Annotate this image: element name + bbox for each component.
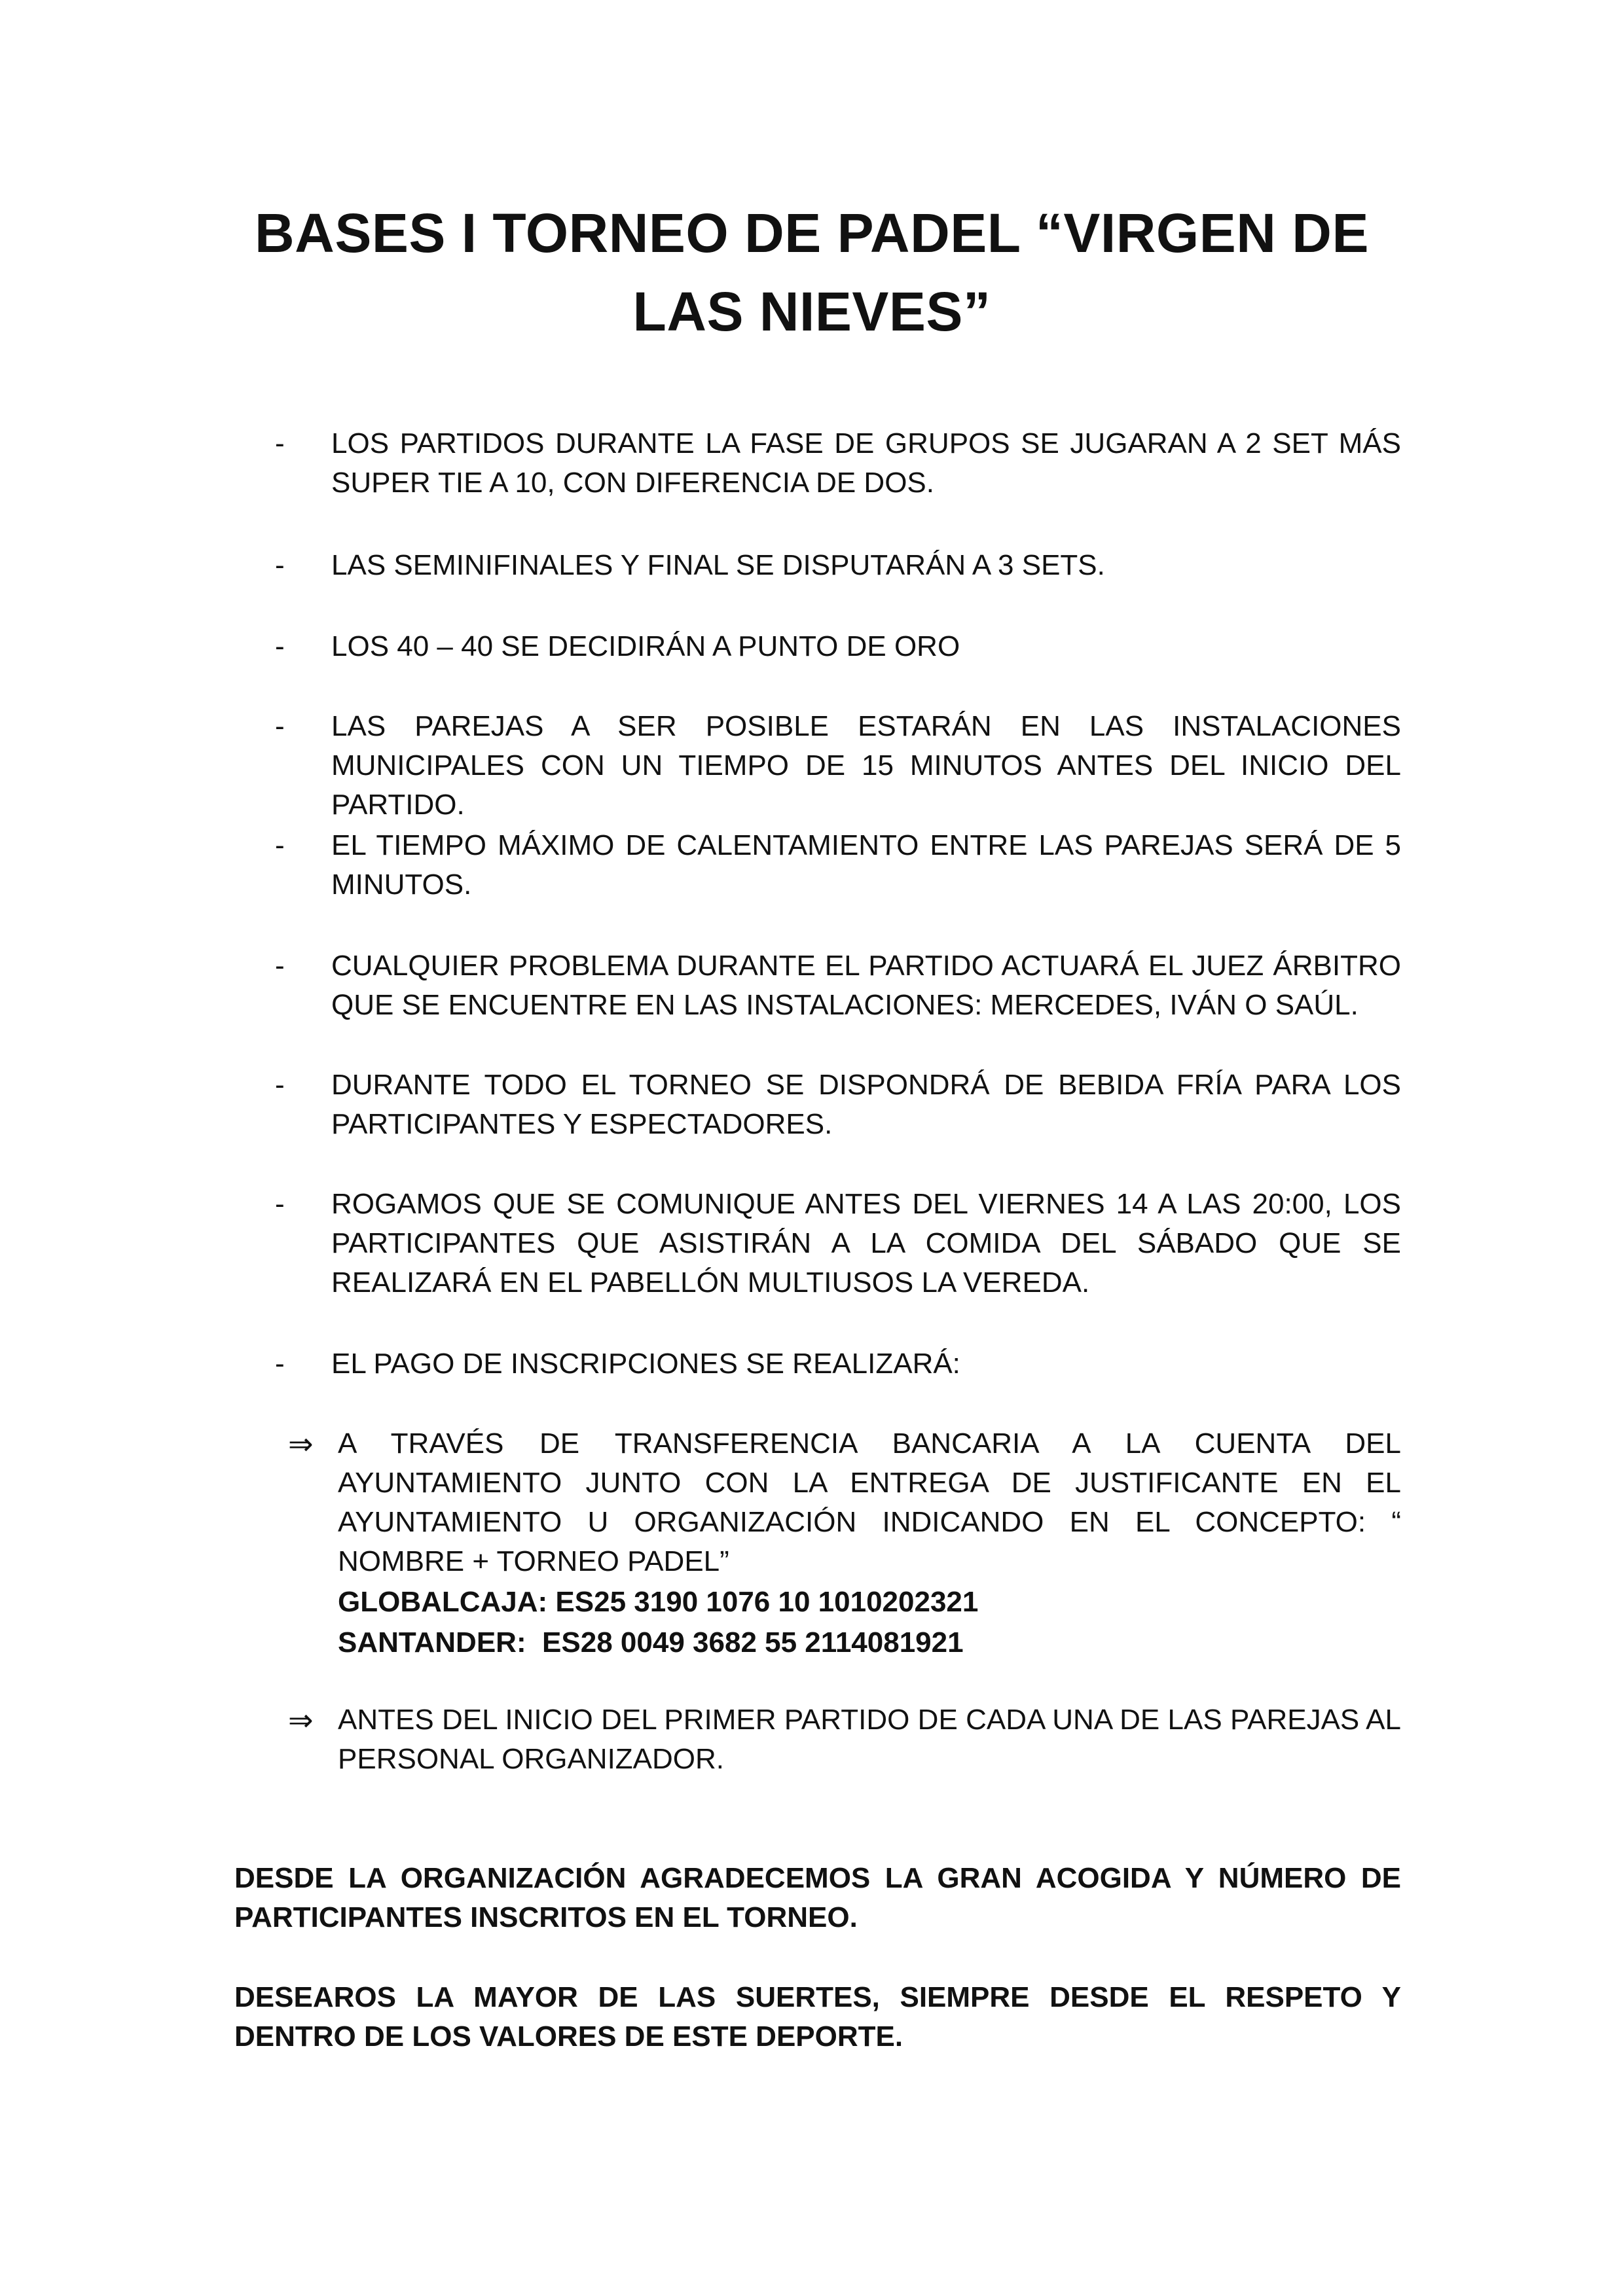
bank-account-santander: SANTANDER: ES28 0049 3682 55 2114081921 bbox=[338, 1626, 964, 1659]
bullet-dash: - bbox=[275, 427, 285, 459]
rule-text: ROGAMOS QUE SE COMUNIQUE ANTES DEL VIERNES 14 A LAS 20:00, LOS PARTICIPANTES QUE ASISTIRÁN A LA COMIDA DEL SÁBADO QUE SE REALIZARÁ EN EL PABELLÓN MULTIUSOS LA VEREDA. bbox=[331, 1188, 1401, 1299]
rule-text: LAS PAREJAS A SER POSIBLE ESTARÁN EN LAS INSTALACIONES MUNICIPALES CON UN TIEMPO DE 15 MINUTOS ANTES DEL INICIO DEL PARTIDO. bbox=[331, 710, 1401, 821]
arrow-icon: ⇒ bbox=[288, 1427, 314, 1461]
closing-wishes: DESEAROS LA MAYOR DE LAS SUERTES, SIEMPRE DESDE EL RESPETO Y DENTRO DE LOS VALORES DE ESTE DEPORTE. bbox=[234, 1981, 1401, 2053]
bullet-dash: - bbox=[275, 630, 285, 662]
bullet-dash: - bbox=[275, 950, 285, 982]
rule-text: EL PAGO DE INSCRIPCIONES SE REALIZARÁ: bbox=[331, 1348, 960, 1380]
rule-text: CUALQUIER PROBLEMA DURANTE EL PARTIDO ACTUARÁ EL JUEZ ÁRBITRO QUE SE ENCUENTRE EN LAS INSTALACIONES: MERCEDES, IVÁN O SAÚL. bbox=[331, 950, 1401, 1021]
bullet-dash: - bbox=[275, 1069, 285, 1101]
rule-text: DURANTE TODO EL TORNEO SE DISPONDRÁ DE BEBIDA FRÍA PARA LOS PARTICIPANTES Y ESPECTADORES. bbox=[331, 1069, 1401, 1140]
payment-option-text: A TRAVÉS DE TRANSFERENCIA BANCARIA A LA CUENTA DEL AYUNTAMIENTO JUNTO CON LA ENTREGA DE JUSTIFICANTE EN EL AYUNTAMIENTO U ORGANIZACIÓN INDICANDO EN EL CONCEPTO: “ NOMBRE + TORNEO PADEL” bbox=[338, 1427, 1401, 1577]
closing-thanks: DESDE LA ORGANIZACIÓN AGRADECEMOS LA GRAN ACOGIDA Y NÚMERO DE PARTICIPANTES INSCRITOS EN EL TORNEO. bbox=[234, 1862, 1401, 1933]
bullet-dash: - bbox=[275, 549, 285, 581]
arrow-icon: ⇒ bbox=[288, 1703, 314, 1737]
bullet-dash: - bbox=[275, 829, 285, 861]
rule-text: LOS PARTIDOS DURANTE LA FASE DE GRUPOS SE JUGARAN A 2 SET MÁS SUPER TIE A 10, CON DIFERENCIA DE DOS. bbox=[331, 427, 1401, 499]
bullet-dash: - bbox=[275, 1188, 285, 1220]
payment-option-text: ANTES DEL INICIO DEL PRIMER PARTIDO DE CADA UNA DE LAS PAREJAS AL PERSONAL ORGANIZADOR. bbox=[338, 1704, 1401, 1775]
rule-text: LAS SEMINIFINALES Y FINAL SE DISPUTARÁN A 3 SETS. bbox=[331, 549, 1105, 581]
bullet-dash: - bbox=[275, 1348, 285, 1380]
bullet-dash: - bbox=[275, 710, 285, 742]
rule-text: EL TIEMPO MÁXIMO DE CALENTAMIENTO ENTRE LAS PAREJAS SERÁ DE 5 MINUTOS. bbox=[331, 829, 1401, 901]
rule-text: LOS 40 – 40 SE DECIDIRÁN A PUNTO DE ORO bbox=[331, 630, 960, 662]
document-title: BASES I TORNEO DE PADEL “VIRGEN DE LAS NIEVES” bbox=[255, 202, 1369, 342]
bank-account-globalcaja: GLOBALCAJA: ES25 3190 1076 10 1010202321 bbox=[338, 1586, 979, 1618]
